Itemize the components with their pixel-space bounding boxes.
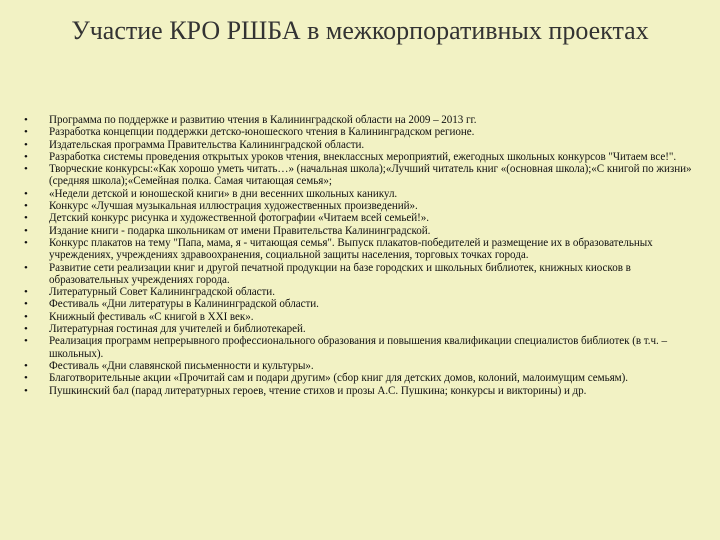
list-item bbox=[24, 200, 706, 212]
bullet-icon: • bbox=[24, 298, 28, 311]
list-item-text: Программа по поддержке и развитию чтения в Калининградской области на 2009 – 2013 гг. bbox=[49, 114, 477, 126]
bullet-icon: • bbox=[24, 187, 28, 200]
list-item bbox=[24, 262, 706, 287]
list-item-text: Благотворительные акции «Прочитай сам и подари другим» (сбор книг для детских домов, колоний, малоимущим семьям). bbox=[49, 372, 629, 385]
list-item bbox=[24, 298, 706, 310]
list-item-text: Конкурс «Лучшая музыкальная иллюстрация художественных произведений». bbox=[49, 200, 418, 213]
list-item-text: Литературная гостиная для учителей и библиотекарей. bbox=[49, 323, 306, 336]
list-item-text: Конкурс плакатов на тему "Папа, мама, я - читающая семья". Выпуск плакатов-победителей и размещение их в образовательных учреждениях, учреждениях здравоохранения, социальной защиты населения, торговых точках города. bbox=[49, 236, 653, 262]
list-item bbox=[24, 225, 706, 237]
bullet-icon: • bbox=[24, 384, 28, 397]
list-item-text: Фестиваль «Дни славянской письменности и культуры». bbox=[49, 359, 314, 372]
bullet-icon: • bbox=[24, 236, 28, 249]
list-item-text: Издательская программа Правительства Калининградской области. bbox=[49, 138, 365, 151]
list-item bbox=[24, 385, 706, 397]
bullet-icon: • bbox=[24, 126, 28, 139]
list-item bbox=[24, 360, 706, 372]
bullet-icon: • bbox=[24, 323, 28, 336]
list-item-text: Издание книги - подарка школьникам от имени Правительства Калининградской. bbox=[49, 224, 431, 237]
list-item-text: Пушкинский бал (парад литературных героев, чтение стихов и прозы А.С. Пушкина; конкурсы и викторины) и др. bbox=[49, 384, 587, 397]
bullet-icon: • bbox=[24, 372, 28, 385]
list-item-text: Детский конкурс рисунка и художественной фотографии «Читаем всей семьей!». bbox=[49, 212, 430, 225]
list-item bbox=[24, 151, 706, 163]
bullet-icon: • bbox=[24, 114, 28, 126]
bullet-icon: • bbox=[24, 150, 28, 163]
list-item bbox=[24, 323, 706, 335]
bullet-icon: • bbox=[24, 359, 28, 372]
list-item bbox=[24, 372, 706, 384]
slide-title: Участие КРО РШБА в межкорпоративных проектах bbox=[71, 16, 649, 45]
bullet-icon: • bbox=[24, 200, 28, 213]
bullet-icon: • bbox=[24, 310, 28, 323]
list-item-text: Фестиваль «Дни литературы в Калининградской области. bbox=[49, 298, 319, 311]
list-item-text: Реализация программ непрерывного профессионального образования и повышения квалификации специалистов библиотек (в т.ч. – школьных). bbox=[49, 335, 667, 360]
list-item bbox=[24, 126, 706, 138]
bullet-icon: • bbox=[24, 286, 28, 299]
list-item-text: «Недели детской и юношеской книги» в дни весенних школьных каникул. bbox=[49, 187, 398, 200]
bullet-list bbox=[24, 114, 706, 397]
bullet-icon: • bbox=[24, 163, 28, 176]
bullet-icon: • bbox=[24, 335, 28, 348]
list-item-text: Разработка системы проведения открытых уроков чтения, внеклассных мероприятий, ежегодных школьных конкурсов "Читаем все!". bbox=[49, 150, 677, 163]
list-item bbox=[24, 311, 706, 323]
bullet-icon: • bbox=[24, 138, 28, 151]
list-item bbox=[24, 212, 706, 224]
bullet-icon: • bbox=[24, 261, 28, 274]
bullet-icon: • bbox=[24, 212, 28, 225]
list-item-text: Разработка концепции поддержки детско-юношеского чтения в Калининградском регионе. bbox=[49, 126, 475, 139]
list-item bbox=[24, 335, 706, 360]
list-item bbox=[24, 139, 706, 151]
list-item bbox=[24, 237, 706, 262]
list-item-text: Книжный фестиваль «С книгой в XXI век». bbox=[49, 310, 254, 323]
list-item-text: Литературный Совет Калининградской области. bbox=[49, 286, 275, 299]
list-item bbox=[24, 286, 706, 298]
bullet-icon: • bbox=[24, 224, 28, 237]
list-item-text: Развитие сети реализации книг и другой печатной продукции на базе городских и школьных библиотек, книжных киосков в образовательных учреждениях города. bbox=[49, 261, 631, 286]
list-item bbox=[24, 188, 706, 200]
list-item bbox=[24, 163, 706, 188]
list-item-text: Творческие конкурсы:«Как хорошо уметь читать…» (начальная школа);«Лучший читатель книг «(основная школа);«С книгой по жизни» (средняя школа);«Семейная полка. Самая читающая семья»; bbox=[49, 163, 692, 188]
list-item bbox=[24, 114, 706, 126]
